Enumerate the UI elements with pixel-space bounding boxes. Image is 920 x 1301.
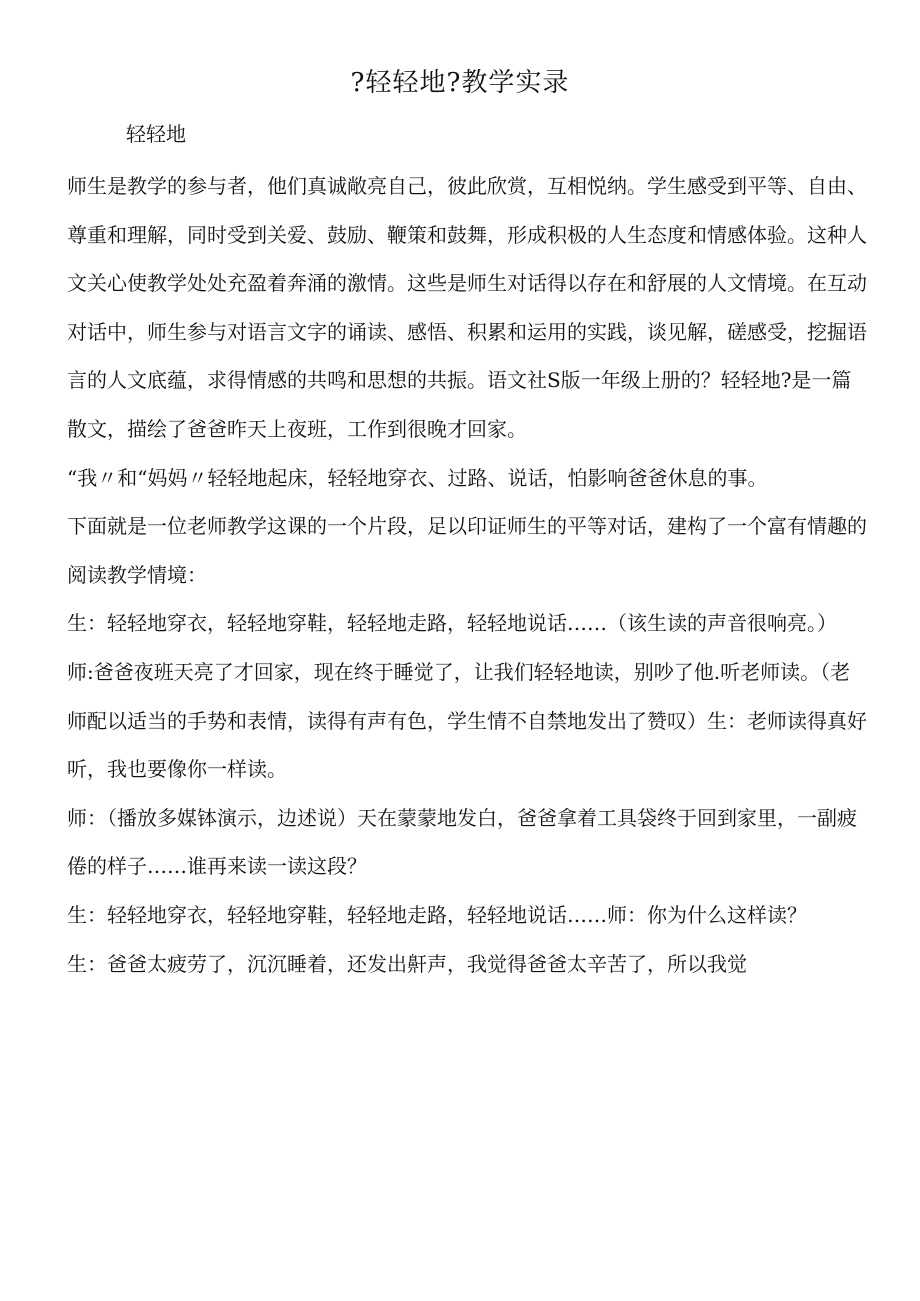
paragraph: 生：爸爸太疲劳了，沉沉睡着，还发出鼾声，我觉得爸爸太辛苦了，所以我觉 (67, 951, 747, 976)
paragraph: 师:爸爸夜班天亮了才回家，现在终于睡觉了，让我们轻轻地读，别吵了他.听老师读。（老师配以适当的手势和表情，读得有声有色，学生情不自禁地发出了赞叹）生：老师读得真好听，我也要像你一样读。 (67, 659, 867, 782)
document-subtitle: 轻轻地 (126, 122, 186, 146)
paragraph: 师生是教学的参与者，他们真诚敞亮自己，彼此欣赏，互相悦纳。学生感受到平等、自由、尊重和理解，同时受到关爱、鼓励、鞭策和鼓舞，形成积极的人生态度和情感体验。这种人文关心使教学处处充盈着奔涌的激情。这些是师生对话得以存在和舒展的人文情境。在互动对话中，师生参与对语言文字的诵读、感悟、积累和运用的实践，谈见解，磋感受，挖掘语言的人文底蕴，求得情感的共鸣和思想的共振。语文社S版一年级上册的？轻轻地?是一篇散文，描绘了爸爸昨天上夜班，工作到很晚才回家。 (67, 174, 867, 441)
paragraph: “我〃和“妈妈〃轻轻地起床，轻轻地穿衣、过路、说话，怕影响爸爸休息的事。 (67, 465, 768, 490)
paragraph: 下面就是一位老师教学这课的一个片段，足以印证师生的平等对话，建构了一个富有情趣的阅读教学情境： (67, 514, 867, 587)
document-body (67, 162, 867, 988)
paragraph: 生：轻轻地穿衣，轻轻地穿鞋，轻轻地走路，轻轻地说话……（该生读的声音很响亮。） (67, 611, 837, 636)
paragraph: 师：（播放多媒钵演示，边述说）天在蒙蒙地发白，爸爸拿着工具袋终于回到家里，一副疲倦的样子……谁再来读一读这段？ (67, 805, 857, 879)
paragraph: 生：轻轻地穿衣，轻轻地穿鞋，轻轻地走路，轻轻地说话……师：你为什么这样读？ (67, 902, 807, 927)
document-title: ?轻轻地?教学实录 (350, 68, 570, 98)
